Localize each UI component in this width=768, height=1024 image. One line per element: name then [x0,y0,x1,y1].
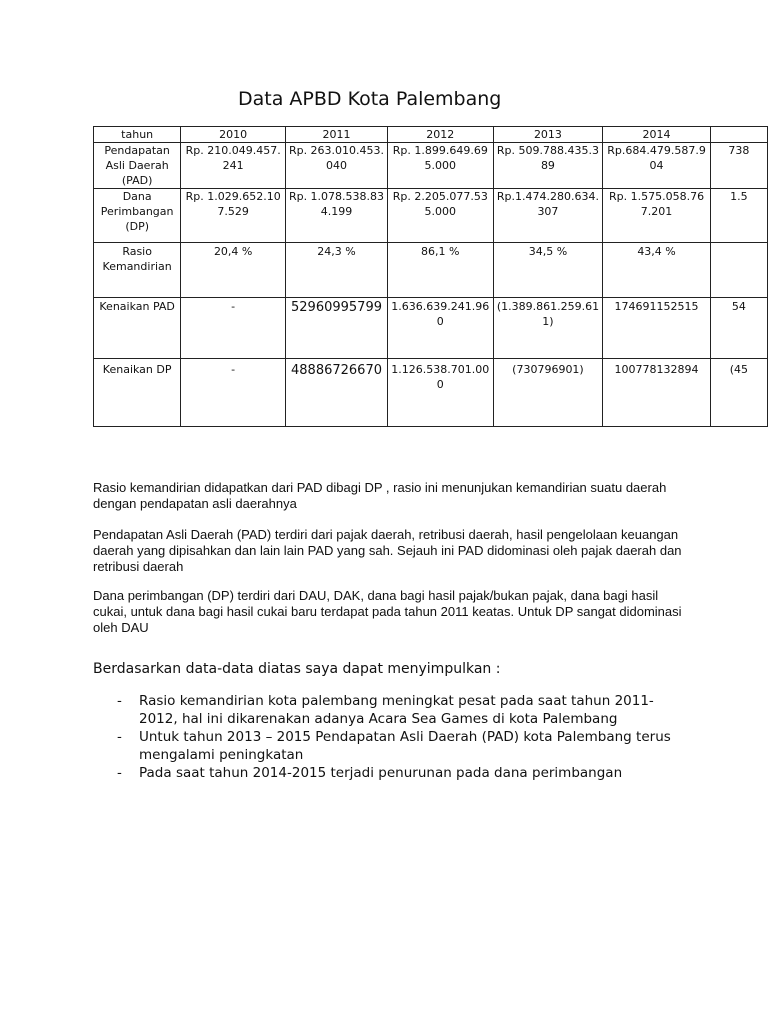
apbd-table [93,126,768,427]
row-label: Rasio Kemandirian [94,243,181,298]
table-cell: Rp. 1.078.538.834.199 [286,189,388,243]
row-label: Kenaikan DP [94,359,181,427]
table-cell: 738 [710,143,767,189]
table-cell: 1.636.639.241.960 [387,298,493,359]
table-cell: Rp. 1.575.058.767.201 [603,189,711,243]
table-cell: 24,3 % [286,243,388,298]
row-label: Dana Perimbangan (DP) [94,189,181,243]
table-cell: Rp. 263.010.453.040 [286,143,388,189]
table-cell: Rp. 1.899.649.695.000 [387,143,493,189]
table-cell: 20,4 % [181,243,286,298]
table-cell: 100778132894 [603,359,711,427]
explanation-paragraph: Pendapatan Asli Daerah (PAD) terdiri dari pajak daerah, retribusi daerah, hasil pengelolaan keuangan daerah yang dipisahkan dan lain lain PAD yang sah. Sejauh ini PAD didominasi oleh pajak daerah dan retribusi daerah [93,527,682,574]
table-cell: Rp. 2.205.077.535.000 [387,189,493,243]
list-item [93,728,673,764]
header-cell: 2013 [493,127,603,143]
table-cell: 1.126.538.701.000 [387,359,493,427]
table-row-dp [94,189,768,243]
table-cell: Rp. 210.049.457.241 [181,143,286,189]
table-cell: - [181,359,286,427]
document-title: Data APBD Kota Palembang [238,88,502,110]
explanation-paragraph: Dana perimbangan (DP) terdiri dari DAU, DAK, dana bagi hasil pajak/bukan pajak, dana bagi hasil cukai, untuk dana bagi hasil cukai baru terdapat pada tahun 2011 keatas. Untuk DP sangat didominasi oleh DAU [93,588,682,635]
bullet-dash: - [117,693,122,709]
header-cell: 2011 [286,127,388,143]
row-label: Pendapatan Asli Daerah (PAD) [94,143,181,189]
header-cell: tahun [94,127,181,143]
table-cell: 86,1 % [387,243,493,298]
table-row-kenaikan-pad [94,298,768,359]
table-cell: Rp.684.479.587.904 [603,143,711,189]
list-item [93,692,673,728]
table-row-pad [94,143,768,189]
table-row-kenaikan-dp [94,359,768,427]
table-cell: Rp. 509.788.435.389 [493,143,603,189]
table-cell: 48886726670 [286,359,388,427]
conclusion-heading: Berdasarkan data-data diatas saya dapat menyimpulkan : [93,661,501,677]
bullet-dash: - [117,729,122,745]
conclusion-list [93,692,673,782]
list-item-text: Untuk tahun 2013 – 2015 Pendapatan Asli Daerah (PAD) kota Palembang terus mengalami peningkatan [139,729,671,763]
list-item-text: Pada saat tahun 2014-2015 terjadi penurunan pada dana perimbangan [139,765,623,781]
table-cell: 34,5 % [493,243,603,298]
table-cell: Rp. 1.029.652.107.529 [181,189,286,243]
table-header-row [94,127,768,143]
header-cell: 2010 [181,127,286,143]
list-item [93,764,673,782]
bullet-dash: - [117,765,122,781]
table-cell: (730796901) [493,359,603,427]
table-cell: (45 [710,359,767,427]
table-cell: 1.5 [710,189,767,243]
header-cell: 2014 [603,127,711,143]
list-item-text: Rasio kemandirian kota palembang meningkat pesat pada saat tahun 2011-2012, hal ini dikarenakan adanya Acara Sea Games di kota Palembang [139,693,654,727]
table-cell: 174691152515 [603,298,711,359]
table-cell: 52960995799 [286,298,388,359]
table-cell: Rp.1.474.280.634.307 [493,189,603,243]
header-cell: 2012 [387,127,493,143]
header-cell [710,127,767,143]
table-cell: - [181,298,286,359]
explanation-paragraph: Rasio kemandirian didapatkan dari PAD dibagi DP , rasio ini menunjukan kemandirian suatu daerah dengan pendapatan asli daerahnya [93,480,667,511]
table-cell [710,243,767,298]
row-label: Kenaikan PAD [94,298,181,359]
table-row-rasio [94,243,768,298]
table-cell: 43,4 % [603,243,711,298]
table-cell: 54 [710,298,767,359]
table-cell: (1.389.861.259.611) [493,298,603,359]
